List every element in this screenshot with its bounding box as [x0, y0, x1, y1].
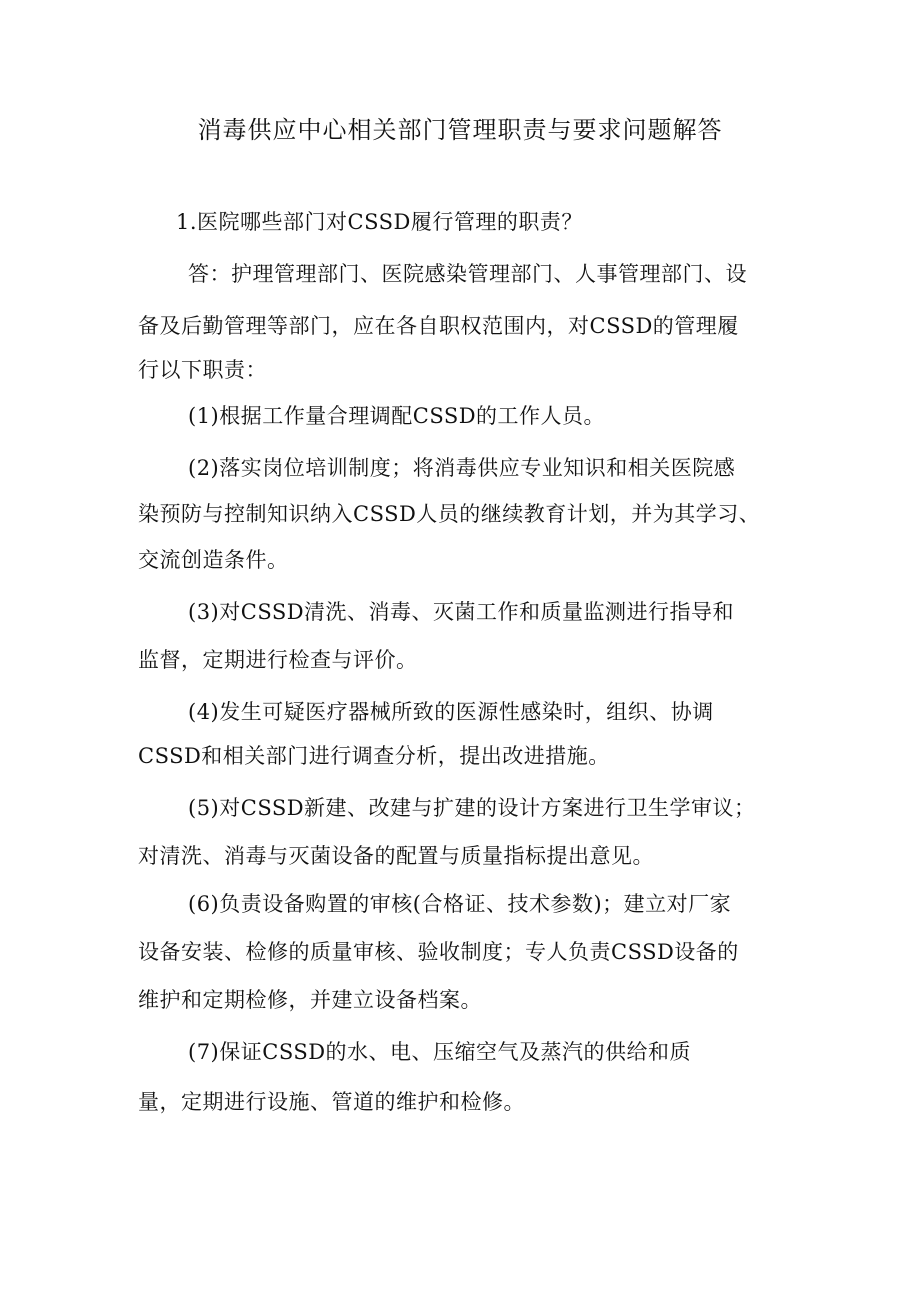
answer-line-3: 行以下职责：: [138, 358, 267, 382]
item-1-line-1: (1)根据工作量合理调配CSSD的工作人员。: [188, 404, 606, 428]
item-5-line-1: (5)对CSSD新建、改建与扩建的设计方案进行卫生学审议；: [188, 796, 756, 820]
item-2-line-2: 染预防与控制知识纳入CSSD人员的继续教育计划，并为其学习、: [138, 502, 761, 526]
answer-line-1: 答：护理管理部门、医院感染管理部门、人事管理部门、设: [188, 262, 747, 286]
item-2-line-1: (2)落实岗位培训制度；将消毒供应专业知识和相关医院感: [188, 456, 736, 480]
item-5-line-2: 对清洗、消毒与灭菌设备的配置与质量指标提出意见。: [138, 844, 654, 868]
item-7-line-2: 量，定期进行设施、管道的维护和检修。: [138, 1090, 525, 1114]
item-6-line-3: 维护和定期检修，并建立设备档案。: [138, 988, 482, 1012]
document-title: 消毒供应中心相关部门管理职责与要求问题解答: [197, 116, 723, 144]
question-1: 1.医院哪些部门对CSSD履行管理的职责？: [176, 210, 583, 234]
item-6-line-1: (6)负责设备购置的审核(合格证、技术参数)；建立对厂家: [188, 892, 732, 916]
item-3-line-2: 监督，定期进行检查与评价。: [138, 648, 418, 672]
answer-line-2: 备及后勤管理等部门，应在各自职权范围内，对CSSD的管理履: [138, 314, 739, 338]
item-4-line-1: (4)发生可疑医疗器械所致的医源性感染时，组织、协调: [188, 700, 714, 724]
item-2-line-3: 交流创造条件。: [138, 548, 289, 572]
item-7-line-1: (7)保证CSSD的水、电、压缩空气及蒸汽的供给和质: [188, 1040, 692, 1064]
item-4-line-2: CSSD和相关部门进行调查分析，提出改进措施。: [138, 744, 610, 768]
item-6-line-2: 设备安装、检修的质量审核、验收制度；专人负责CSSD设备的: [138, 940, 739, 964]
item-3-line-1: (3)对CSSD清洗、消毒、灭菌工作和质量监测进行指导和: [188, 600, 735, 624]
